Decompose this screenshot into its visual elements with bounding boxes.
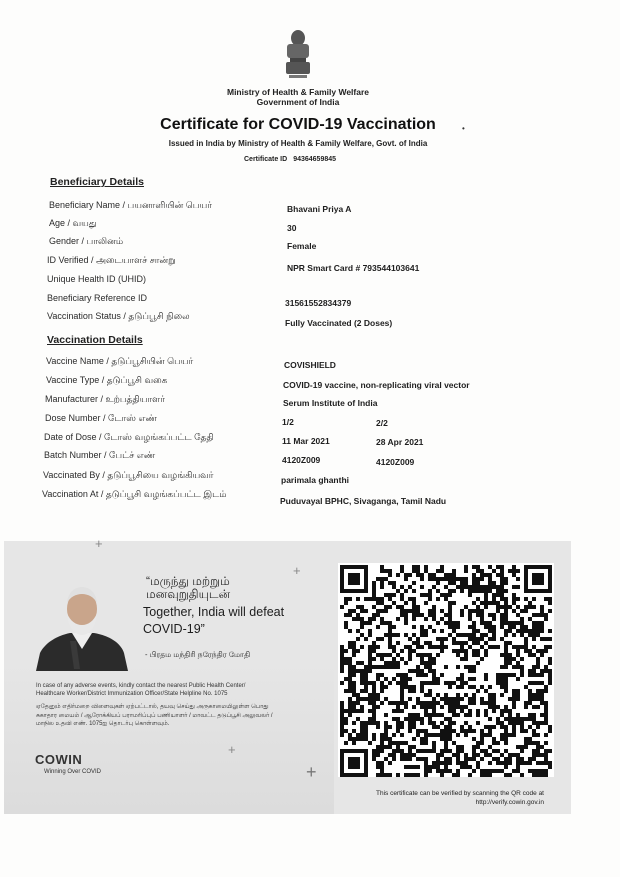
vaccinated-at-value: Puduvayal BPHC, Sivaganga, Tamil Nadu bbox=[280, 496, 447, 506]
beneficiary-name-label: Beneficiary Name / பயனாளியின் பெயர் bbox=[49, 200, 212, 210]
dose2-batch: 4120Z009 bbox=[376, 457, 415, 467]
verification-qr-code bbox=[338, 563, 554, 777]
quote-tamil bbox=[146, 575, 230, 601]
certificate-id bbox=[244, 156, 336, 163]
vaccine-type-value: COVID-19 vaccine, non-replicating viral vector bbox=[283, 380, 470, 390]
beneficiary-name-value: Bhavani Priya A bbox=[287, 204, 352, 214]
vaccine-name-value: COVISHIELD bbox=[284, 360, 336, 370]
vaccine-name-label: Vaccine Name / தடுப்பூசியின் பெயர் bbox=[46, 356, 194, 366]
national-emblem-icon bbox=[281, 28, 315, 80]
vaccinated-by-label: Vaccinated By / தடுப்பூசியை வழங்கியவர் bbox=[43, 470, 214, 480]
adverse-tamil-line3: மாநில உதவி எண். 1075ஐ தொடர்பு கொள்ளவும். bbox=[36, 721, 170, 727]
beneficiary-heading: Beneficiary Details bbox=[50, 176, 144, 188]
id-verified-label: ID Verified / அடையாளச் சான்று bbox=[47, 255, 176, 265]
age-label: Age / வயது bbox=[49, 218, 97, 228]
quote-tamil-line2: மனவுறுதியுடன் bbox=[146, 587, 231, 601]
dose2-date: 28 Apr 2021 bbox=[376, 437, 424, 447]
uhid-label: Unique Health ID (UHID) bbox=[47, 274, 147, 284]
manufacturer-label: Manufacturer / உற்பத்தியாளர் bbox=[45, 394, 165, 404]
gender-value: Female bbox=[287, 241, 317, 251]
plus-decoration-icon: + bbox=[228, 742, 236, 757]
plus-decoration-icon: + bbox=[306, 762, 317, 782]
reference-id-label: Beneficiary Reference ID bbox=[47, 293, 148, 303]
adverse-events-notice-tamil bbox=[36, 703, 332, 729]
adverse-events-notice bbox=[36, 682, 332, 698]
vaccination-status-value: Fully Vaccinated (2 Doses) bbox=[285, 318, 393, 328]
dose1-batch: 4120Z009 bbox=[282, 455, 321, 465]
manufacturer-value: Serum Institute of India bbox=[283, 398, 378, 408]
government-name: Government of India bbox=[256, 97, 340, 107]
verify-line2[interactable]: http://verify.cowin.gov.in bbox=[475, 799, 544, 806]
cowin-tagline: Winning Over COVID bbox=[44, 769, 102, 775]
batch-number-label: Batch Number / பேட்ச் எண் bbox=[44, 450, 156, 460]
quote-english-line1: Together, India will defeat bbox=[143, 605, 285, 619]
page-title: Certificate for COVID-19 Vaccination bbox=[160, 116, 436, 133]
age-value: 30 bbox=[287, 223, 297, 233]
plus-decoration-icon: + bbox=[95, 536, 103, 551]
verify-line1: This certificate can be verified by scanning the QR code at bbox=[375, 790, 544, 797]
dose-number-label: Dose Number / டோஸ் எண் bbox=[45, 413, 157, 423]
ministry-name: Ministry of Health & Family Welfare bbox=[226, 87, 369, 97]
adverse-line1: In case of any adverse events, kindly contact the nearest Public Health Center/ bbox=[36, 683, 246, 689]
vaccination-status-label: Vaccination Status / தடுப்பூசி நிலை bbox=[47, 311, 190, 321]
date-of-dose-label: Date of Dose / டோஸ் வழங்கப்பட்ட தேதி bbox=[44, 432, 214, 442]
certificate-id-label: Certificate ID bbox=[244, 156, 288, 163]
cowin-logo: COWIN bbox=[35, 752, 83, 767]
dose1-date: 11 Mar 2021 bbox=[282, 436, 330, 446]
adverse-line2: Healthcare Worker/District Immunization Officer/State Helpline No. 1075 bbox=[36, 691, 228, 697]
quote-tamil-line1: “மருந்து மற்றும் bbox=[146, 574, 230, 588]
vaccine-type-label: Vaccine Type / தடுப்பூசி வகை bbox=[46, 375, 168, 385]
vaccinated-at-label: Vaccination At / தடுப்பூசி வழங்கப்பட்ட இடம் bbox=[42, 489, 227, 499]
plus-decoration-icon: + bbox=[293, 563, 301, 578]
dose1-number: 1/2 bbox=[282, 417, 294, 427]
vaccinated-by-value: parimala ghanthi bbox=[281, 475, 350, 485]
dose2-number: 2/2 bbox=[376, 418, 388, 428]
pm-portrait bbox=[36, 583, 128, 671]
quote-attribution: - பிரதம மந்திரி நரேந்திர மோதி bbox=[145, 650, 251, 659]
issued-by: Issued in India by Ministry of Health & Family Welfare, Govt. of India bbox=[168, 139, 428, 148]
quote-english bbox=[143, 604, 333, 638]
certificate-id-value: 94364659845 bbox=[293, 156, 337, 163]
gender-label: Gender / பாலினம் bbox=[49, 236, 124, 246]
adverse-tamil-line2: சுகாதார மையம் / ஆரோக்கியப் பராமரிப்புப் பணியாளர் / மாவட்ட தடுப்பூசி அலுவலர் / bbox=[36, 712, 273, 719]
id-verified-value: NPR Smart Card # 793544103641 bbox=[287, 263, 420, 273]
vaccination-heading: Vaccination Details bbox=[47, 334, 143, 346]
scan-mark: • bbox=[462, 124, 465, 133]
verify-notice bbox=[352, 789, 544, 807]
reference-id-value: 31561552834379 bbox=[285, 298, 352, 308]
quote-english-line2: COVID-19” bbox=[143, 622, 205, 636]
adverse-tamil-line1: ஏதேனும் எதிர்மறை விளைவுகள் ஏற்பட்டால், தயவு செய்து அருகாமையிலுள்ள பொது bbox=[36, 704, 269, 710]
